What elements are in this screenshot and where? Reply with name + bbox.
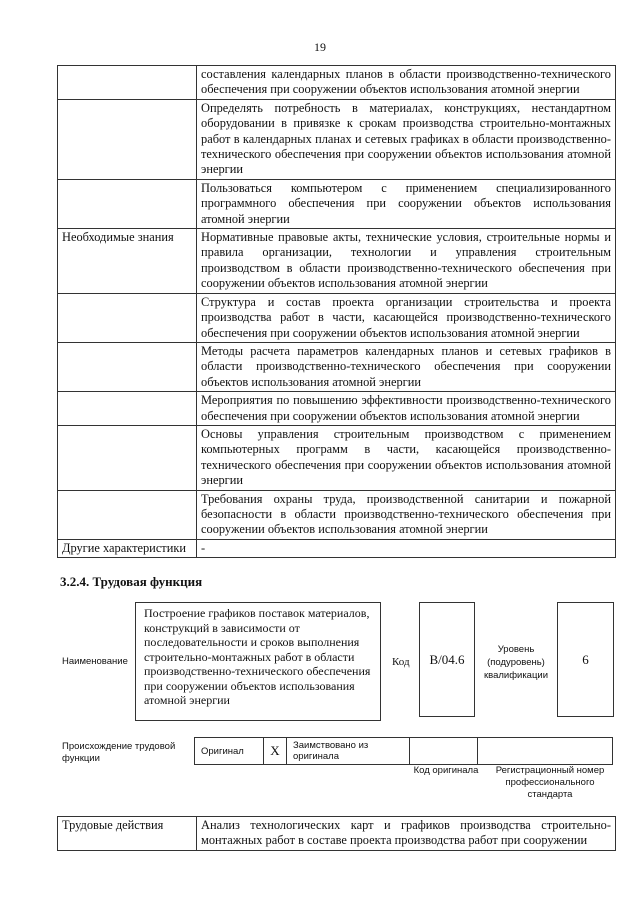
row-label <box>58 293 197 342</box>
function-name-box: Построение графиков поставок материалов, конструкций в зависимости от последовательности и сроков выполнения строительно-монтажных работ в области производственно-технического обеспечения при сооружении объектов использования атомной энергии <box>135 602 381 721</box>
table-row <box>58 342 616 391</box>
row-text: - <box>197 539 616 557</box>
row-text: Пользоваться компьютером с применением специализированного программного обеспечения при сооружении объектов использования атомной энергии <box>197 179 616 228</box>
origin-label: Происхождение трудовой функции <box>62 741 176 764</box>
table-row <box>58 539 616 557</box>
row-text: Мероприятия по повышению эффективности производственно-технического обеспечения при сооружении объектов использования атомной энергии <box>197 392 616 426</box>
origin-code-cell <box>410 738 478 765</box>
code-label: Код <box>392 656 410 668</box>
row-text: Требования охраны труда, производственной санитарии и пожарной безопасности в области производственно-технического обеспечения при сооружении объектов использования атомной энергии <box>197 490 616 539</box>
row-label: Другие характеристики <box>58 539 197 557</box>
row-text: Основы управления строительным производством с применением компьютерных программ в части, касающейся производственно-технического обеспечения при сооружении объектов использования атомной энергии <box>197 425 616 490</box>
row-text: Структура и состав проекта организации строительства и проекта производства работ в части, касающейся производственно-технического обеспечения при сооружении объектов использования атомной энергии <box>197 293 616 342</box>
table-row <box>58 425 616 490</box>
row-label <box>58 425 197 490</box>
table-row <box>58 66 616 100</box>
reg-number-cell <box>478 738 613 765</box>
section-title: 3.2.4. Трудовая функция <box>60 574 203 589</box>
actions-text: Анализ технологических карт и графиков производства строительно-монтажных работ в составе проекта производства работ при сооружении <box>197 817 616 851</box>
origin-table <box>194 737 613 765</box>
row-text: составления календарных планов в области производственно-технического обеспечения при сооружении объектов использования атомной энергии <box>197 66 616 100</box>
row-label <box>58 490 197 539</box>
original-label: Оригинал <box>195 738 264 765</box>
row-label <box>58 342 197 391</box>
table-row <box>58 293 616 342</box>
row-text: Нормативные правовые акты, технические условия, строительные нормы и правила организации, технологии и управления строительным производством в области производственно-технического обеспечения при сооружении объектов использования атомной энергии <box>197 229 616 294</box>
page-number: 19 <box>314 40 326 54</box>
name-label: Наименование <box>62 656 128 667</box>
row-label <box>58 179 197 228</box>
level-label: Уровень (подуровень) квалификации <box>483 644 549 681</box>
row-text: Определять потребность в материалах, конструкциях, нестандартном оборудовании в привязке к срокам производства строительно-монтажных работ в календарных планах и сетевых графиках в области производственно-технического обеспечения при сооружении объектов использования атомной энергии <box>197 99 616 179</box>
table-row <box>58 392 616 426</box>
borrowed-label: Заимствовано из оригинала <box>287 738 410 765</box>
table-row <box>58 229 616 294</box>
table-row <box>58 99 616 179</box>
original-mark: X <box>264 738 287 765</box>
table-row <box>58 817 616 851</box>
table-row <box>58 490 616 539</box>
row-text: Методы расчета параметров календарных планов и сетевых графиков в области производственно-технического обеспечения при сооружении объектов использования атомной энергии <box>197 342 616 391</box>
row-label <box>58 66 197 100</box>
row-label: Необходимые знания <box>58 229 197 294</box>
row-label <box>58 99 197 179</box>
table-row <box>58 179 616 228</box>
reg-number-label: Регистрационный номер профессионального стандарта <box>495 765 605 800</box>
code-value-box: B/04.6 <box>419 602 475 717</box>
level-value-box: 6 <box>557 602 614 717</box>
skills-knowledge-table <box>57 65 616 558</box>
actions-label: Трудовые действия <box>58 817 197 851</box>
origin-code-label: Код оригинала <box>413 765 479 776</box>
labor-actions-table <box>57 816 616 851</box>
row-label <box>58 392 197 426</box>
